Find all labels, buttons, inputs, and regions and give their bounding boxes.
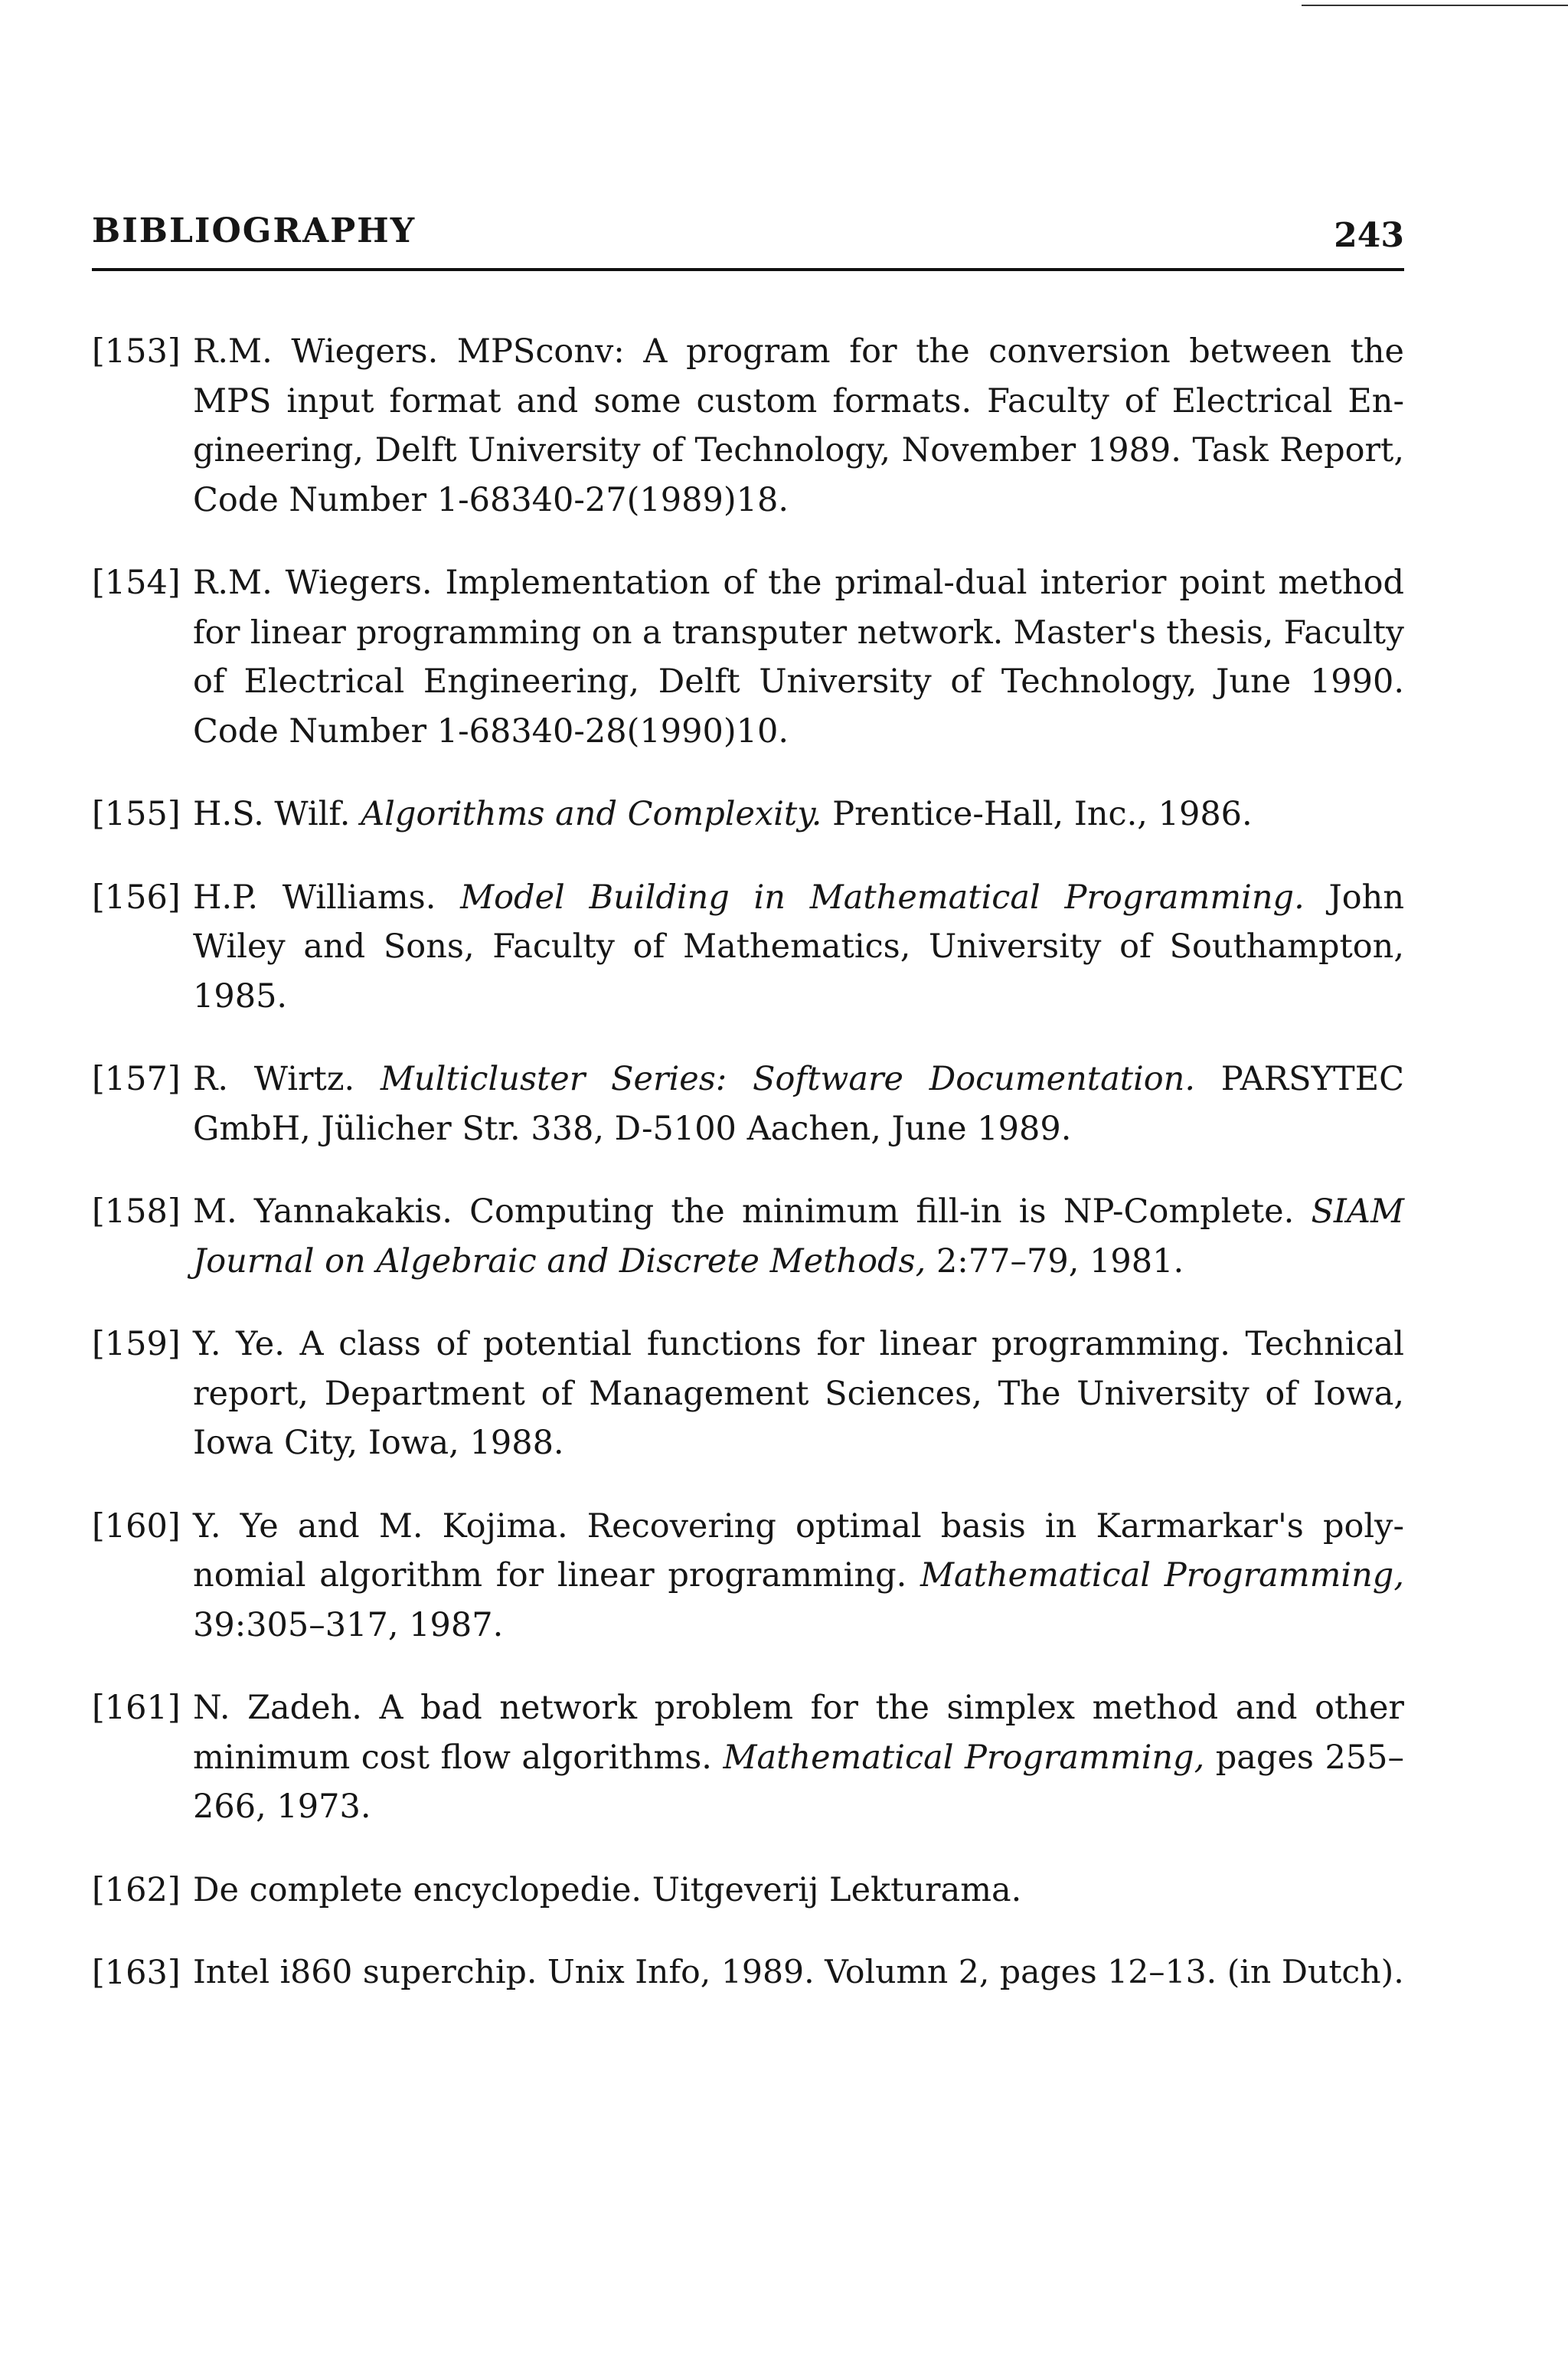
entry-line: gineering, Delft University of Technology, November 1989. Task Report, — [193, 431, 1404, 469]
entry-line: for linear programming on a transputer network. Master's thesis, Faculty — [193, 613, 1404, 651]
entry-publisher: PARSYTEC — [1220, 1060, 1404, 1098]
entry-number: [160] — [92, 1506, 181, 1546]
bib-entry-156 — [92, 873, 1404, 1022]
entry-title: Model Building in Mathematical Programming. — [460, 878, 1305, 917]
entry-line: MPS input format and some custom formats. Faculty of Electrical En- — [193, 381, 1404, 420]
entry-journal: Journal on Algebraic and Discrete Methods, — [193, 1241, 926, 1281]
bib-entry-155 — [92, 790, 1404, 839]
bib-entry-153 — [92, 327, 1404, 525]
bib-entry-154 — [92, 558, 1404, 756]
entry-text: minimum cost flow algorithms. — [193, 1738, 712, 1777]
entry-line: 39:305–317, 1987. — [193, 1605, 504, 1644]
bib-entry-158 — [92, 1187, 1404, 1286]
entry-title: Algorithms and Complexity. — [361, 795, 822, 833]
entry-line: Intel i860 superchip. Unix Info, 1989. Volumn 2, pages 12–13. (in Dutch). — [193, 1954, 1404, 1991]
bib-entry-163 — [92, 1948, 1404, 1998]
entry-number: [158] — [92, 1192, 181, 1231]
entry-author: H.S. Wilf. — [193, 795, 351, 833]
entry-line: Code Number 1-68340-27(1989)18. — [193, 480, 789, 519]
bib-entry-159 — [92, 1320, 1404, 1468]
entry-text: nomial algorithm for linear programming. — [193, 1556, 907, 1595]
entry-number: [162] — [92, 1870, 181, 1909]
bib-entry-160 — [92, 1502, 1404, 1650]
entry-line: GmbH, Jülicher Str. 338, D-5100 Aachen, June 1989. — [193, 1109, 1072, 1148]
entry-line: Wiley and Sons, Faculty of Mathematics, University of Southampton, — [193, 927, 1404, 966]
entry-line — [193, 1551, 1404, 1601]
entry-journal: Mathematical Programming, — [723, 1738, 1205, 1777]
bib-entry-157 — [92, 1055, 1404, 1153]
entry-journal: Mathematical Programming, — [920, 1556, 1404, 1595]
entry-number: [157] — [92, 1060, 181, 1098]
entry-line: Y. Ye. A class of potential functions for linear programming. Technical — [193, 1325, 1404, 1363]
entry-line: Y. Ye and M. Kojima. Recovering optimal basis in Karmarkar's poly- — [193, 1506, 1404, 1546]
entry-line: Iowa City, Iowa, 1988. — [193, 1424, 564, 1462]
entry-text: M. Yannakakis. Computing the minimum fill-in is NP-Complete. — [193, 1192, 1295, 1231]
entry-number: [159] — [92, 1325, 181, 1363]
entry-line — [193, 1055, 1404, 1104]
entry-number: [156] — [92, 878, 181, 917]
entry-line: of Electrical Engineering, Delft University of Technology, June 1990. — [193, 662, 1404, 701]
running-title: BIBLIOGRAPHY — [92, 211, 416, 250]
entry-number: [161] — [92, 1689, 181, 1727]
bib-entry-161 — [92, 1683, 1404, 1832]
entry-number: [153] — [92, 332, 181, 371]
entry-publisher: Prentice-Hall, Inc., 1986. — [832, 795, 1253, 833]
entry-journal: SIAM — [1311, 1192, 1404, 1231]
entry-line — [193, 1733, 1404, 1783]
top-rule — [1302, 5, 1568, 6]
entry-line: 266, 1973. — [193, 1788, 371, 1826]
entry-line: R.M. Wiegers. Implementation of the primal-dual interior point method — [193, 564, 1404, 602]
entry-line — [193, 873, 1404, 923]
bib-entry-162 — [92, 1866, 1404, 1915]
entry-number: [163] — [92, 1954, 181, 1992]
entry-line: De complete encyclopedie. Uitgeverij Lekturama. — [193, 1870, 1022, 1909]
entry-line: 1985. — [193, 976, 288, 1016]
entry-line — [193, 1187, 1404, 1237]
entry-pages: pages 255– — [1215, 1738, 1405, 1777]
entry-line: report, Department of Management Sciences, The University of Iowa, — [193, 1374, 1404, 1413]
entry-publisher: John — [1328, 878, 1405, 917]
entry-line — [193, 790, 1404, 839]
entry-number: [155] — [92, 795, 181, 833]
page-number: 243 — [1334, 216, 1404, 255]
bibliography-list — [92, 327, 1404, 2032]
entry-author: R. Wirtz. — [193, 1060, 355, 1098]
entry-line: N. Zadeh. A bad network problem for the simplex method and other — [193, 1689, 1404, 1727]
entry-author: H.P. Williams. — [193, 878, 436, 917]
entry-line — [193, 1237, 1404, 1287]
entry-line: R.M. Wiegers. MPSconv: A program for the conversion between the — [193, 332, 1404, 371]
entry-line: Code Number 1-68340-28(1990)10. — [193, 711, 789, 751]
entry-number: [154] — [92, 564, 181, 602]
page-header — [92, 205, 1404, 271]
entry-title: Multicluster Series: Software Documentation. — [380, 1060, 1195, 1098]
entry-volume: 2:77–79, 1981. — [936, 1241, 1184, 1281]
